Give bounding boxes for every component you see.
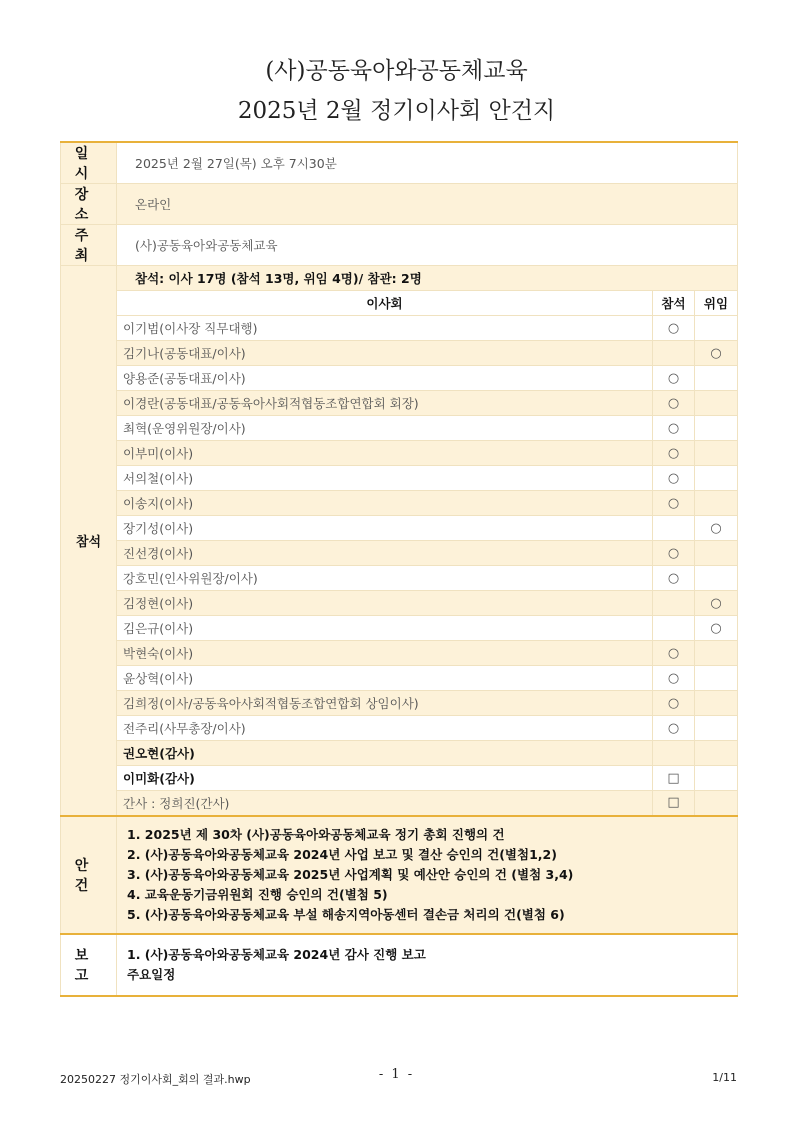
proxy-mark	[695, 791, 738, 816]
footer-page-count: 1/11	[712, 1071, 737, 1084]
agenda-item: 5. (사)공동육아와공동체교육 부설 해송지역아동센터 결손금 처리의 건(별첨 6)	[127, 906, 565, 922]
attend-mark: ○	[653, 691, 695, 716]
attendee-row	[61, 491, 738, 516]
attendee-name: 이송지(이사)	[117, 491, 653, 516]
footer-filename: 20250227 정기이사회_회의 결과.hwp	[60, 1073, 251, 1086]
attend-mark: ○	[653, 641, 695, 666]
host-row	[61, 225, 738, 266]
attendee-name: 이경란(공동대표/공동육아사회적협동조합연합회 회장)	[117, 391, 653, 416]
agenda-row	[61, 816, 738, 934]
proxy-mark: ○	[695, 616, 738, 641]
attendee-row	[61, 466, 738, 491]
footer-page-number: - 1 -	[378, 1067, 415, 1082]
agenda-items	[117, 816, 738, 934]
place-label: 장 소	[61, 184, 117, 225]
attendee-name: 김기나(공동대표/이사)	[117, 341, 653, 366]
attendee-name: 강호민(인사위원장/이사)	[117, 566, 653, 591]
attendee-row	[61, 791, 738, 816]
attendee-name: 박현숙(이사)	[117, 641, 653, 666]
report-item: 1. (사)공동육아와공동체교육 2024년 감사 진행 보고	[127, 946, 426, 962]
attendee-row	[61, 716, 738, 741]
agenda-item: 4. 교육운동기금위원회 진행 승인의 건(별첨 5)	[127, 886, 388, 902]
attend-mark: ○	[653, 416, 695, 441]
report-items	[117, 934, 738, 996]
attend-mark	[653, 616, 695, 641]
proxy-mark	[695, 691, 738, 716]
attendee-row	[61, 616, 738, 641]
report-label: 보 고	[61, 934, 117, 996]
attend-mark: ○	[653, 316, 695, 341]
host-label: 주 최	[61, 225, 117, 266]
attendee-name: 이미화(감사)	[117, 766, 653, 791]
document-title: 2025년 2월 정기이사회 안건지	[237, 98, 556, 124]
attend-mark	[653, 516, 695, 541]
proxy-mark	[695, 491, 738, 516]
proxy-mark	[695, 741, 738, 766]
attendee-row	[61, 416, 738, 441]
attendance-header-row	[61, 291, 738, 316]
proxy-mark	[695, 566, 738, 591]
attendee-row	[61, 566, 738, 591]
attend-mark: ○	[653, 541, 695, 566]
attendee-row	[61, 691, 738, 716]
proxy-mark: ○	[695, 516, 738, 541]
place-value: 온라인	[117, 184, 738, 225]
attend-mark: ○	[653, 366, 695, 391]
proxy-mark	[695, 466, 738, 491]
attend-mark	[653, 741, 695, 766]
proxy-mark: ○	[695, 591, 738, 616]
attendee-name: 간사 : 정희진(간사)	[117, 791, 653, 816]
proxy-mark	[695, 541, 738, 566]
attend-mark	[653, 341, 695, 366]
attend-mark: ○	[653, 491, 695, 516]
proxy-mark	[695, 666, 738, 691]
attendance-summary: 참석: 이사 17명 (참석 13명, 위임 4명)/ 참관: 2명	[117, 266, 738, 291]
attend-mark: □	[653, 766, 695, 791]
attendee-name: 김은규(이사)	[117, 616, 653, 641]
attend-mark	[653, 591, 695, 616]
attendee-name: 김희정(이사/공동육아사회적협동조합연합회 상임이사)	[117, 691, 653, 716]
attendee-name: 이기범(이사장 직무대행)	[117, 316, 653, 341]
date-row	[61, 142, 738, 184]
attendee-row	[61, 441, 738, 466]
attend-mark: □	[653, 791, 695, 816]
attendee-row	[61, 391, 738, 416]
proxy-mark	[695, 316, 738, 341]
agenda-label: 안 건	[61, 816, 117, 934]
attendee-row	[61, 341, 738, 366]
attendee-name: 전주리(사무총장/이사)	[117, 716, 653, 741]
attendee-name: 최혁(운영위원장/이사)	[117, 416, 653, 441]
attendee-row	[61, 666, 738, 691]
attendee-name: 양용준(공동대표/이사)	[117, 366, 653, 391]
attendee-row	[61, 366, 738, 391]
attendee-name: 김정현(이사)	[117, 591, 653, 616]
attendee-row	[61, 516, 738, 541]
attendee-row	[61, 766, 738, 791]
attendee-row	[61, 541, 738, 566]
agenda-table	[60, 141, 738, 997]
date-value: 2025년 2월 27일(목) 오후 7시30분	[117, 142, 738, 184]
attendee-name: 장기성(이사)	[117, 516, 653, 541]
attend-mark: ○	[653, 716, 695, 741]
attendee-name: 진선경(이사)	[117, 541, 653, 566]
proxy-mark	[695, 641, 738, 666]
organization-title: (사)공동육아와공동체교육	[265, 58, 528, 84]
proxy-mark	[695, 391, 738, 416]
report-item: 주요일정	[127, 966, 176, 982]
attend-mark: ○	[653, 566, 695, 591]
attend-mark: ○	[653, 666, 695, 691]
attend-mark: ○	[653, 466, 695, 491]
attend-mark: ○	[653, 441, 695, 466]
attendee-row	[61, 316, 738, 341]
proxy-mark	[695, 366, 738, 391]
agenda-item: 1. 2025년 제 30차 (사)공동육아와공동체교육 정기 총회 진행의 건	[127, 826, 505, 842]
attend-column-header: 참석	[653, 291, 695, 316]
proxy-column-header: 위임	[695, 291, 738, 316]
place-row	[61, 184, 738, 225]
proxy-mark: ○	[695, 341, 738, 366]
attendee-row	[61, 741, 738, 766]
proxy-mark	[695, 441, 738, 466]
attendance-summary-row	[61, 266, 738, 291]
report-row	[61, 934, 738, 996]
attendee-row	[61, 591, 738, 616]
attendee-name: 윤상혁(이사)	[117, 666, 653, 691]
attend-mark: ○	[653, 391, 695, 416]
agenda-item: 2. (사)공동육아와공동체교육 2024년 사업 보고 및 결산 승인의 건(별첨1,2)	[127, 846, 557, 862]
proxy-mark	[695, 416, 738, 441]
date-label: 일 시	[61, 142, 117, 184]
attendee-name: 권오현(감사)	[117, 741, 653, 766]
proxy-mark	[695, 766, 738, 791]
agenda-item: 3. (사)공동육아와공동체교육 2025년 사업계획 및 예산안 승인의 건 (별첨 3,4)	[127, 866, 574, 882]
attendee-name: 이부미(이사)	[117, 441, 653, 466]
attendance-label: 참석	[61, 266, 117, 816]
host-value: (사)공동육아와공동체교육	[117, 225, 738, 266]
attendee-row	[61, 641, 738, 666]
proxy-mark	[695, 716, 738, 741]
board-column-header: 이사회	[117, 291, 653, 316]
attendee-name: 서의철(이사)	[117, 466, 653, 491]
